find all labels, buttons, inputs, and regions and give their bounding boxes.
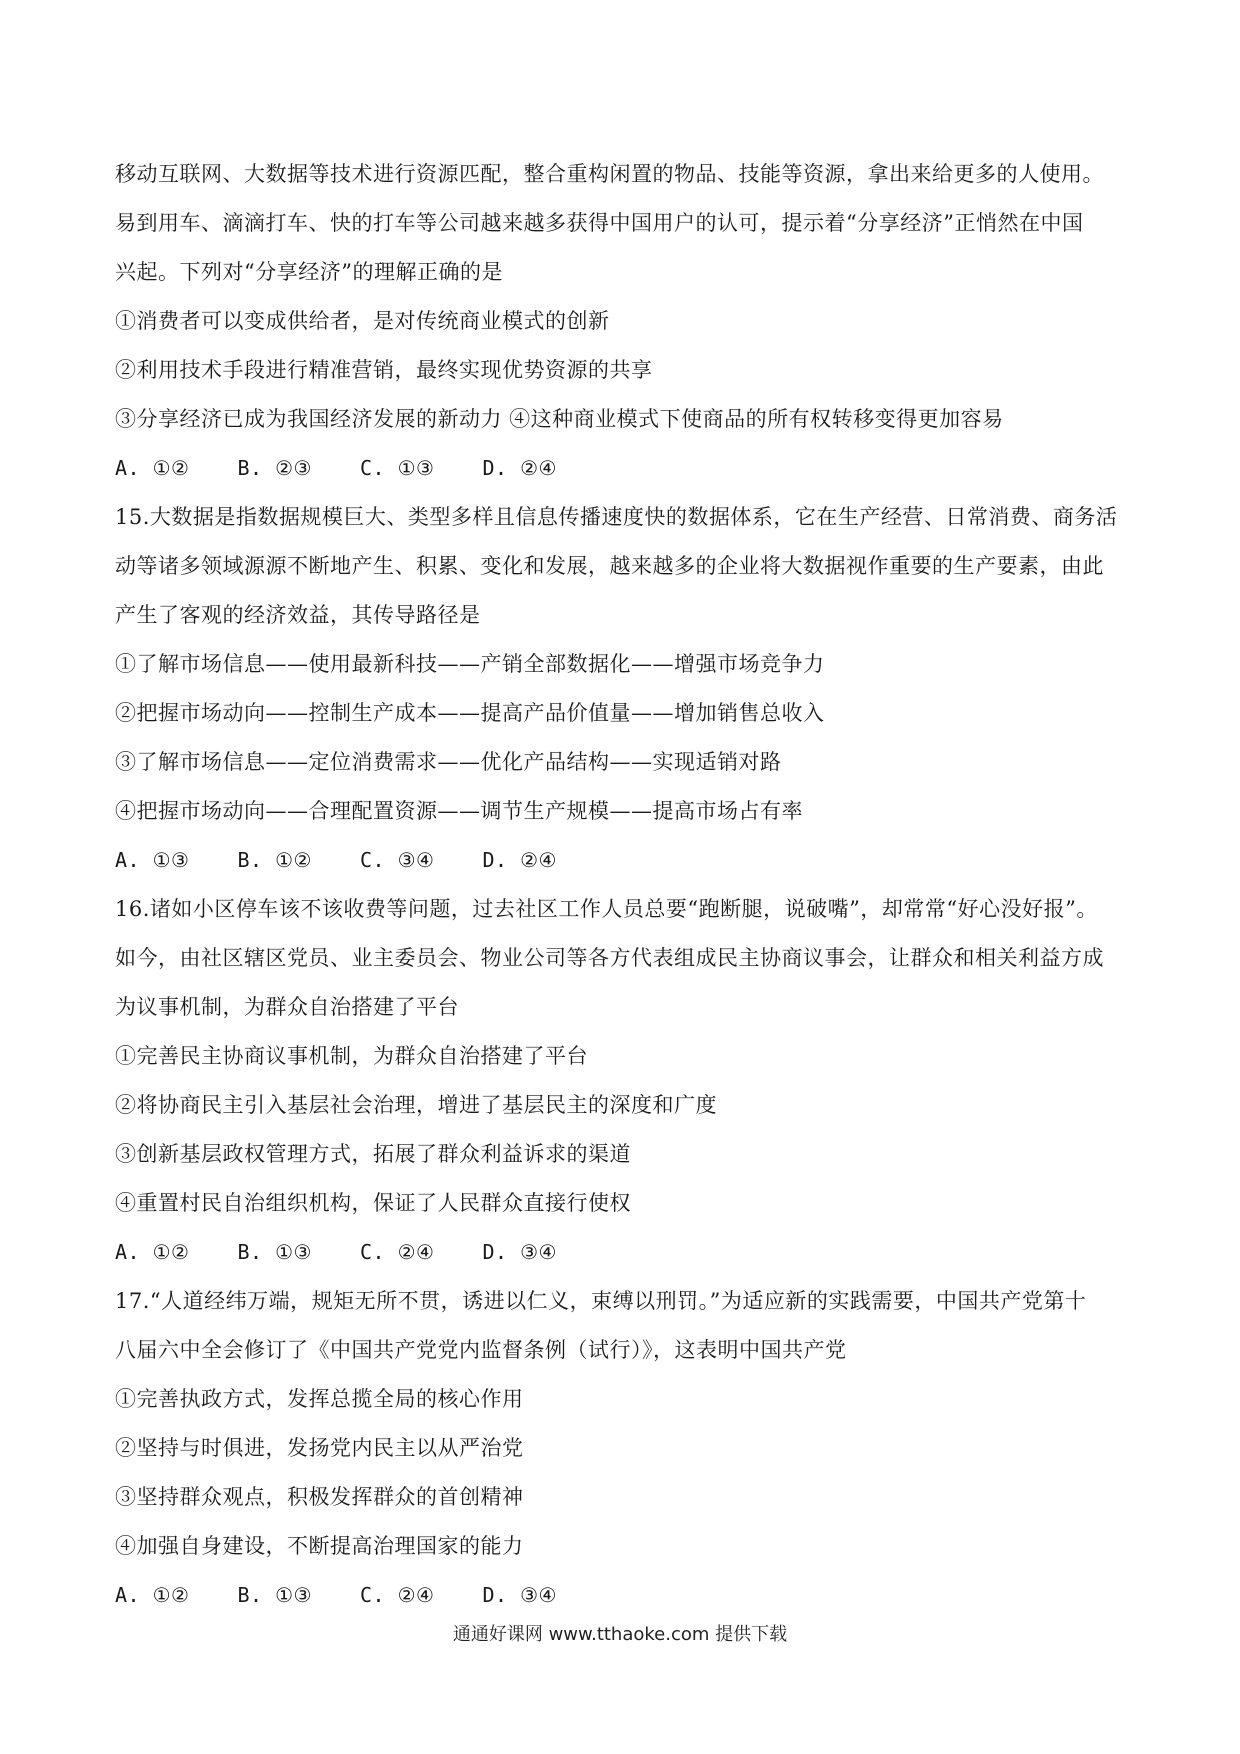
option-d: D. ②④ [482, 848, 557, 872]
page-footer: 通通好课网 www.tthaoke.com 提供下载 [452, 1624, 788, 1645]
option-b: B. ①③ [237, 1240, 312, 1264]
question-16 [115, 885, 1145, 1277]
question-text-line: 为议事机制，为群众自治搭建了平台 [115, 995, 459, 1019]
option-c: C. ①③ [359, 456, 435, 480]
statement-item: ②将协商民主引入基层社会治理，增进了基层民主的深度和广度 [115, 1093, 717, 1117]
question-text-line: 易到用车、滴滴打车、快的打车等公司越来越多获得中国用户的认可，提示着“分享经济”正悄然在中国 [115, 211, 1084, 235]
question-text-line: 产生了客观的经济效益，其传导路径是 [115, 603, 481, 627]
statement-item: ①了解市场信息——使用最新科技——产销全部数据化——增强市场竞争力 [115, 652, 825, 676]
option-c: C. ②④ [359, 1240, 435, 1264]
option-b: B. ①② [237, 848, 312, 872]
statement-item: ②利用技术手段进行精准营销，最终实现优势资源的共享 [115, 358, 653, 382]
statement-item: ③创新基层政权管理方式，拓展了群众利益诉求的渠道 [115, 1142, 631, 1166]
statement-item: ①完善执政方式，发挥总揽全局的核心作用 [115, 1387, 524, 1411]
question-text-line: 动等诸多领域源源不断地产生、积累、变化和发展，越来越多的企业将大数据视作重要的生产要素，由此 [115, 554, 1104, 578]
question-text-line: 16.诸如小区停车该不该收费等问题，过去社区工作人员总要“跑断腿，说破嘴”，却常常“好心没好报”。 [115, 897, 1098, 921]
statement-item: ①完善民主协商议事机制，为群众自治搭建了平台 [115, 1044, 588, 1068]
question-text-line: 八届六中全会修订了《中国共产党党内监督条例（试行）》，这表明中国共产党 [115, 1338, 847, 1362]
question-17 [115, 1277, 1145, 1620]
option-b: B. ①③ [237, 1583, 312, 1607]
statement-item: ③了解市场信息——定位消费需求——优化产品结构——实现适销对路 [115, 750, 782, 774]
document-content [115, 150, 1145, 1620]
option-a: A. ①② [115, 1240, 190, 1264]
statement-item: ④把握市场动向——合理配置资源——调节生产规模——提高市场占有率 [115, 799, 803, 823]
statement-item: ③分享经济已成为我国经济发展的新动力 ④这种商业模式下使商品的所有权转移变得更加容易 [115, 407, 1004, 431]
answer-options [115, 444, 1145, 493]
question-text-line: 兴起。下列对“分享经济”的理解正确的是 [115, 260, 503, 284]
answer-options [115, 836, 1145, 885]
option-c: C. ③④ [359, 848, 435, 872]
option-d: D. ③④ [482, 1583, 557, 1607]
statement-item: ③坚持群众观点，积极发挥群众的首创精神 [115, 1485, 524, 1509]
statement-item: ④重置村民自治组织机构，保证了人民群众直接行使权 [115, 1191, 631, 1215]
question-text-line: 如今，由社区辖区党员、业主委员会、物业公司等各方代表组成民主协商议事会，让群众和相关利益方成 [115, 946, 1104, 970]
option-a: A. ①③ [115, 848, 190, 872]
question-15 [115, 493, 1145, 885]
option-b: B. ②③ [237, 456, 312, 480]
option-d: D. ③④ [482, 1240, 557, 1264]
option-a: A. ①② [115, 456, 190, 480]
statement-item: ④加强自身建设，不断提高治理国家的能力 [115, 1534, 524, 1558]
statement-item: ①消费者可以变成供给者，是对传统商业模式的创新 [115, 309, 610, 333]
option-a: A. ①② [115, 1583, 190, 1607]
question-text-line: 移动互联网、大数据等技术进行资源匹配，整合重构闲置的物品、技能等资源，拿出来给更多的人使用。 [115, 162, 1104, 186]
option-d: D. ②④ [482, 456, 557, 480]
answer-options [115, 1571, 1145, 1620]
statement-item: ②把握市场动向——控制生产成本——提高产品价值量——增加销售总收入 [115, 701, 825, 725]
question-text-line: 15.大数据是指数据规模巨大、类型多样且信息传播速度快的数据体系，它在生产经营、日常消费、商务活 [115, 505, 1118, 529]
question-14-continuation [115, 150, 1145, 493]
question-text-line: 17.“人道经纬万端，规矩无所不贯，诱进以仁义，束缚以刑罚。”为适应新的实践需要，中国共产党第十 [115, 1289, 1087, 1313]
answer-options [115, 1228, 1145, 1277]
statement-item: ②坚持与时俱进，发扬党内民主以从严治党 [115, 1436, 524, 1460]
option-c: C. ②④ [359, 1583, 435, 1607]
